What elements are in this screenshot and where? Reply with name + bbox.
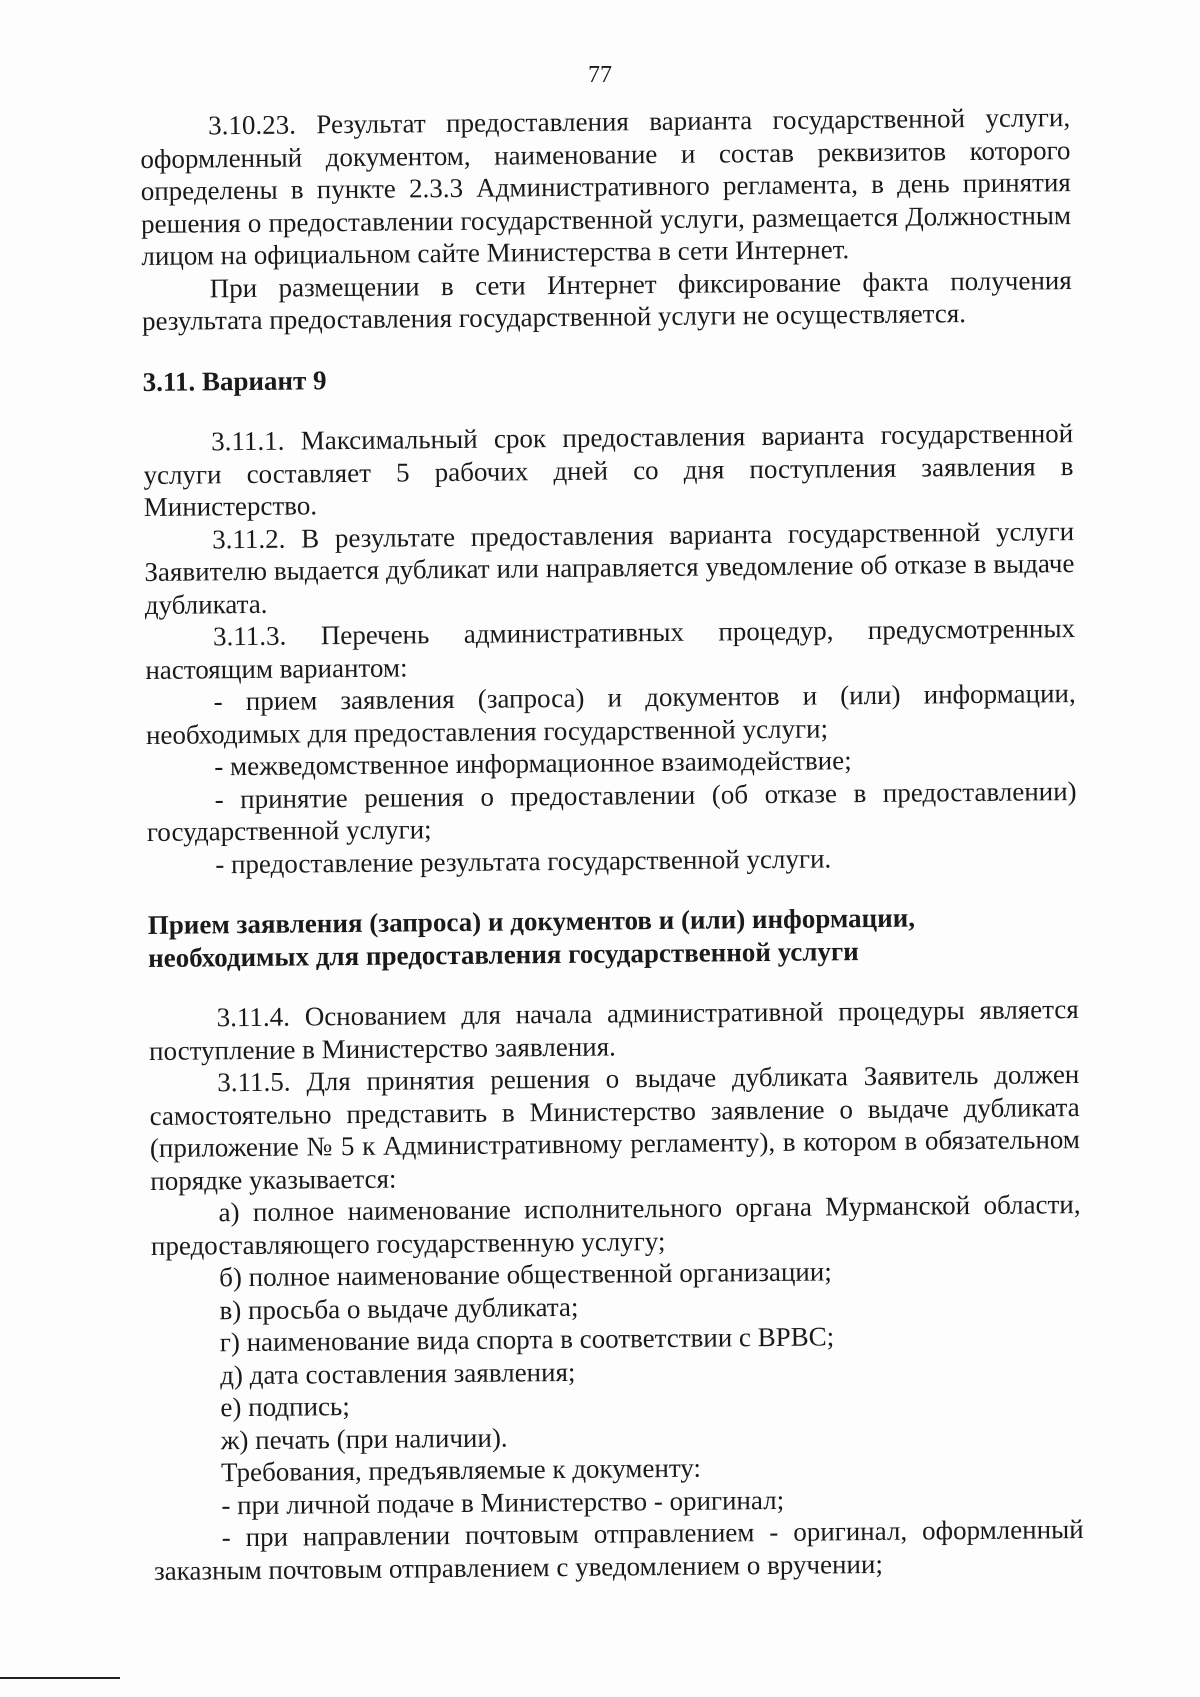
paragraph-3-11-1: 3.11.1. Максимальный срок предоставления варианта государственной услуги составляет 5 рабочих дней со дня поступления заявления в Министерство. (143, 418, 1074, 522)
requirement-item: б) полное наименование общественной организации; (219, 1256, 832, 1293)
requirement-item: д) дата составления заявления; (220, 1356, 576, 1390)
paragraph-3-11-5: 3.11.5. Для принятия решения о выдаче дубликата Заявитель должен самостоятельно представить в Министерство заявление о выдаче дубликата (приложение № 5 к Административному регламенту), в котором в обязательном порядке указывается: (149, 1059, 1081, 1196)
page-number: 77 (588, 62, 612, 88)
requirement-item: ж) печать (при наличии). (220, 1422, 508, 1455)
requirement-item: а) полное наименование исполнительного органа Мурманской области, предоставляющего государственную услугу; (150, 1189, 1081, 1261)
document-requirements-intro: Требования, предъявляемые к документу: (220, 1452, 702, 1488)
requirement-item: г) наименование вида спорта в соответствии с ВРВС; (219, 1321, 835, 1358)
paragraph-3-10-23: 3.10.23. Результат предоставления варианта государственной услуги, оформленный документом, наименование и состав реквизитов которого определены в пункте 2.3.3 Административного регламента, в день принятия решения о предоставлении государственной услуги, размещается Должностным лицом на официальном сайте Министерства в сети Интернет. (140, 102, 1072, 271)
document-body (140, 101, 1084, 1587)
paragraph-3-11-2: 3.11.2. В результате предоставления варианта государственной услуги Заявителю выдается дубликат или направляется уведомление об отказе в выдаче дубликата. (144, 515, 1075, 620)
heading-reception-line-2: необходимых для предоставления государственной услуги (147, 935, 859, 973)
heading-reception-line-1: Прием заявления (запроса) и документов и (или) информации, (147, 902, 916, 940)
procedure-item: - предоставление результата государственной услуги. (215, 842, 832, 879)
requirement-item: в) просьба о выдаче дубликата; (219, 1291, 579, 1325)
heading-variant-9: 3.11. Вариант 9 (142, 364, 327, 397)
procedure-item: - прием заявления (запроса) и документов и (или) информации, необходимых для предоставления государственной услуги; (145, 678, 1076, 750)
document-requirement-item: - при личной подаче в Министерство - оригинал; (221, 1484, 785, 1520)
paragraph-3-11-3: 3.11.3. Перечень административных процедур, предусмотренных настоящим вариантом: (145, 613, 1076, 685)
paragraph-3-11-4: 3.11.4. Основанием для начала административной процедуры является поступление в Министерство заявления. (148, 994, 1079, 1066)
document-requirement-item: - при направлении почтовым отправлением - оригинал, оформленный заказным почтовым отправлением с уведомлением о вручении; (153, 1514, 1084, 1586)
requirement-item: е) подпись; (220, 1391, 350, 1423)
procedure-item: - межведомственное информационное взаимодействие; (214, 745, 852, 782)
footer-rule (0, 1677, 120, 1679)
paragraph-internet-note: При размещении в сети Интернет фиксирование факта получения результата предоставления государственной услуги не осуществляется. (141, 264, 1072, 336)
procedure-item: - принятие решения о предоставлении (об отказе в предоставлении) государственной услуги; (146, 775, 1077, 847)
